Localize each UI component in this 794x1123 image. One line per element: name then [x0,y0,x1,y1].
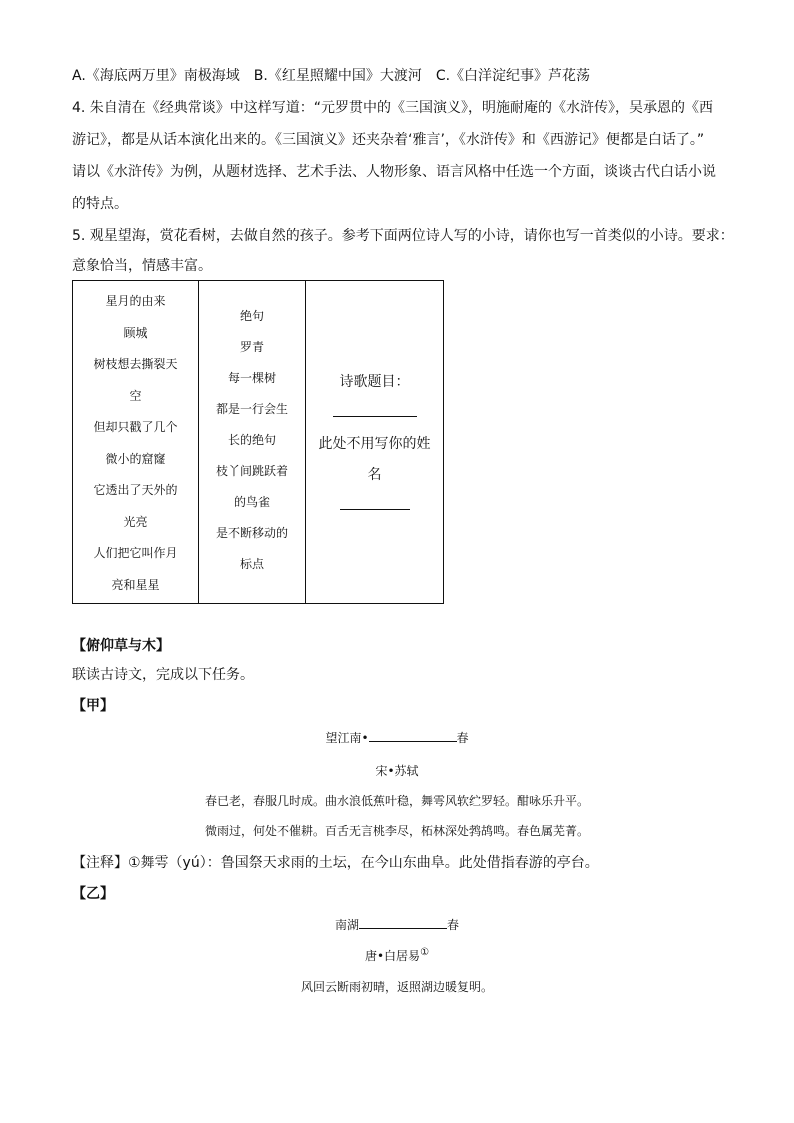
poem-yi-author-text: 唐•白居易 [364,949,421,963]
poem1-line: 光亮 [123,514,148,529]
poem-yi-line-1: 风回云断雨初晴，返照湖边暖复明。 [300,980,493,994]
name-blank [306,491,443,522]
poem2-line: 都是一行会生 [215,402,288,416]
q4-line-4: 的特点。 [72,196,128,212]
poem1-line: 树枝想去撕裂天 [93,357,178,371]
footnote-marker: ① [420,947,430,958]
poem-jia-line-1: 春已老，春服几时成。曲水浪低蕉叶稳，舞雩风软纻罗轻。酣咏乐升平。 [204,794,589,808]
q4-line-3: 请以《水浒传》为例，从题材选择、艺术手法、人物形象、语言风格中任选一个方面，谈谈古代白话小说 [72,164,716,180]
poem-yi-title [0,916,794,933]
poem2-line: 标点 [239,557,264,571]
title-blank [306,398,443,429]
poem-jia-author: 宋•苏轼 [375,764,419,778]
options-line: A.《海底两万里》南极海域 B.《红星照耀中国》大渡河 C.《白洋淀纪事》芦花荡 [72,68,591,84]
poem1-line: 亮和星星 [111,577,160,592]
poem-jia-line-2: 微雨过，何处不催耕。百舌无言桃李尽，柘林深处鹁鸪鸣。春色属芜菁。 [204,824,589,838]
jia-label: 【甲】 [72,698,114,714]
poem1-line: 它透出了天外的 [93,483,178,497]
yi-label: 【乙】 [72,886,114,902]
name-note-line-2: 名 [367,467,382,483]
poem-cell-luoqing [199,281,306,604]
q5-line-2: 意象恰当，情感丰富。 [72,258,212,274]
section-heading: 【俯仰草与木】 [72,638,170,654]
poem-yi-title-prefix: 南湖 [334,918,359,932]
poem1-line: 微小的窟窿 [105,451,166,466]
annotation: 【注释】①舞雩（yú）：鲁国祭天求雨的土坛，在今山东曲阜。此处借指春游的亭台。 [72,855,599,871]
poem2-author: 罗青 [239,340,264,354]
poem1-line: 星月的由来 [105,294,166,308]
poem1-author: 顾城 [123,325,148,340]
poem2-line: 长的绝句 [227,433,276,447]
poem1-line: 空 [129,388,142,403]
name-note-line-1: 此处不用写你的姓 [318,436,431,452]
poem-jia-title-suffix: 春 [456,731,469,745]
poem-reference-table [72,280,444,604]
poem-yi-title-blank [359,916,447,929]
poem-yi-title-suffix: 春 [447,918,460,932]
q4-line-1: 4. 朱自清在《经典常谈》中这样写道：“元罗贯中的《三国演义》，明施耐庵的《水浒传》，吴承恩的《西 [72,100,714,116]
q5-line-1: 5. 观星望海，赏花看树，去做自然的孩子。参考下面两位诗人写的小诗，请你也写一首类似的小诗。要求： [72,228,734,244]
poem-jia-title-prefix: 望江南• [325,731,369,745]
poem2-line: 枝丫间跳跃着 [215,464,288,478]
poem-yi-author [0,947,794,964]
poem-cell-gucheng [73,281,199,604]
poem-jia-title-blank [369,729,457,742]
poem2-title: 绝句 [239,309,264,323]
poem1-line: 但却只戳了几个 [93,420,178,434]
answer-cell [306,281,444,604]
poem2-line: 是不断移动的 [215,526,288,540]
q4-line-2: 游记》，都是从话本演化出来的。《三国演义》还夹杂着‘雅言’，《水浒传》和《西游记》便都是白话了。” [72,132,705,148]
poem2-line: 的鸟雀 [233,495,270,509]
section-instruction: 联读古诗文，完成以下任务。 [72,667,254,683]
poem-jia-title [0,729,794,746]
poem2-line: 每一棵树 [227,371,276,385]
poem1-line: 人们把它叫作月 [93,546,178,560]
poem-title-label: 诗歌题目： [339,374,410,390]
